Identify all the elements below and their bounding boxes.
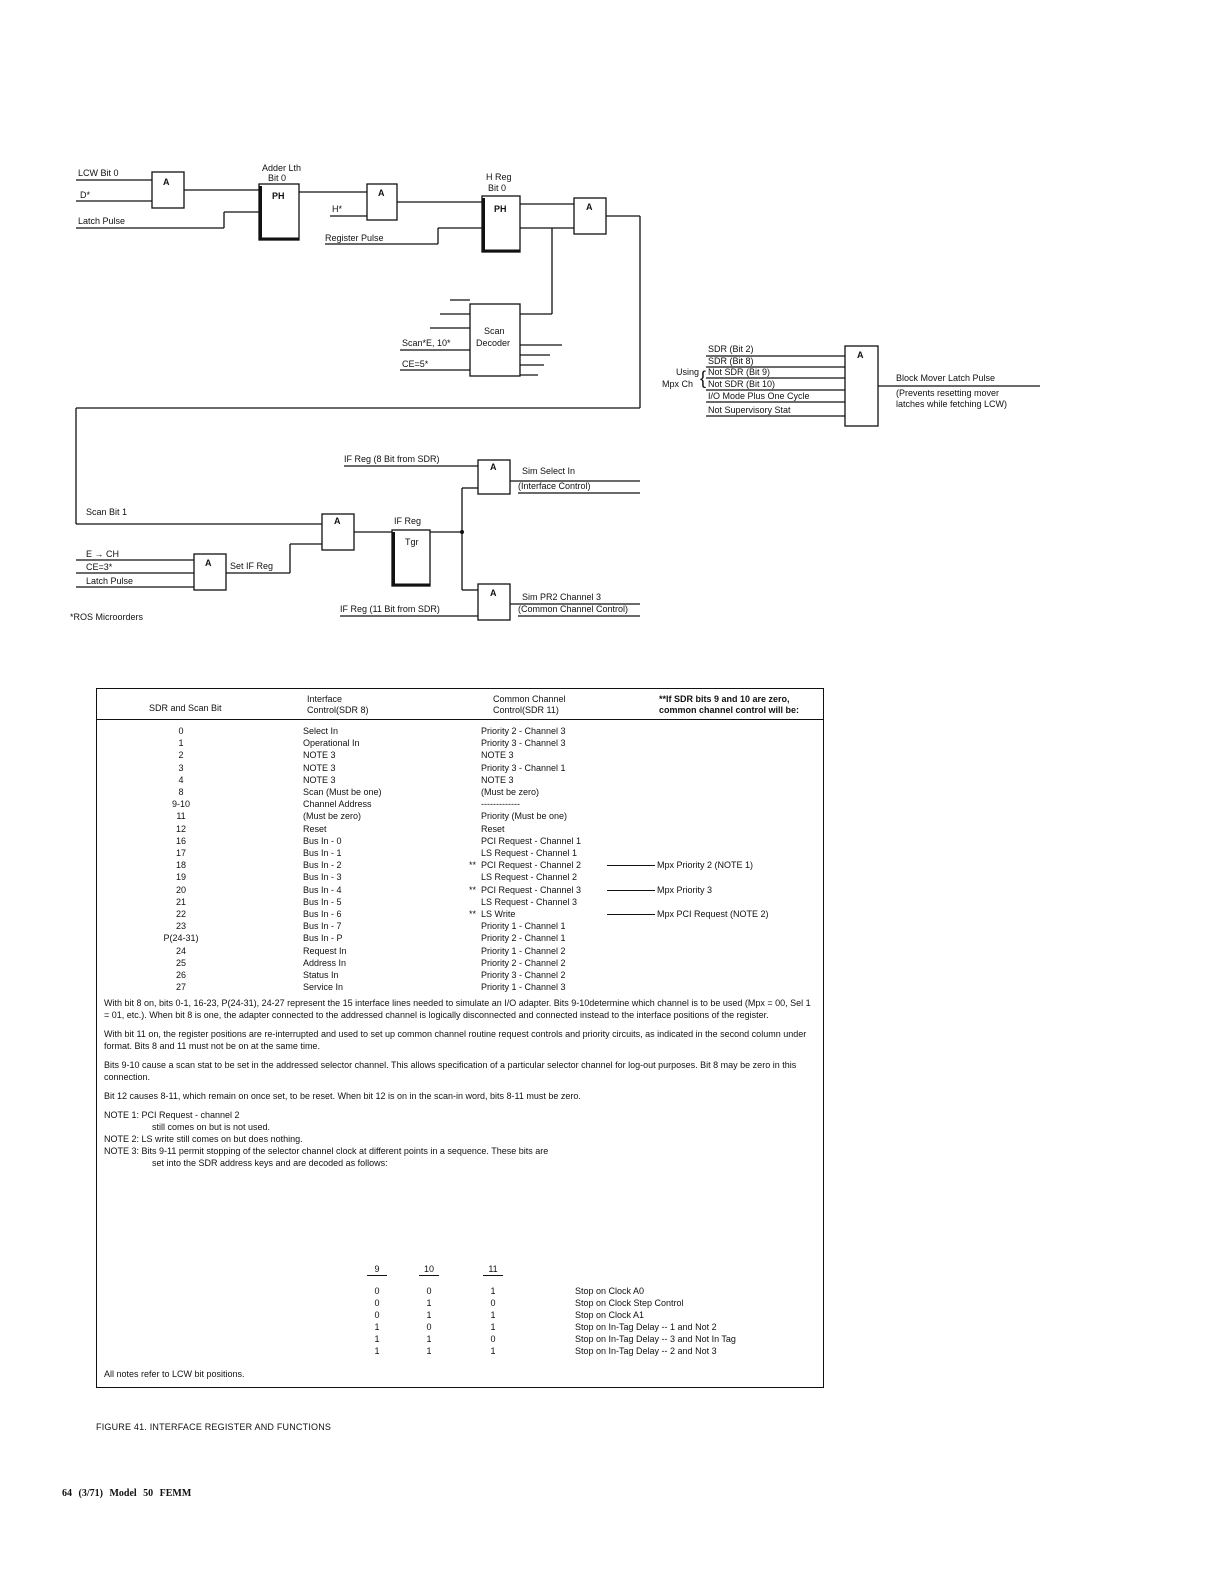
and-gate-sim-select: [478, 460, 510, 494]
cell-interface: (Must be zero): [303, 811, 362, 822]
page-footer: 64 (3/71) Model 50 FEMM: [62, 1488, 192, 1499]
svg-text:Scan: Scan: [484, 326, 505, 336]
cell-common-text: LS Request - Channel 2: [481, 872, 578, 883]
header-common-channel-sub: Control(SDR 11): [493, 705, 559, 715]
table-row: [97, 945, 823, 957]
decode-value: 0: [426, 1286, 432, 1296]
cell-interface: Bus In - 0: [303, 835, 342, 846]
cell-common-text: PCI Request - Channel 3: [481, 884, 582, 895]
cell-common: [481, 981, 566, 993]
cell-interface: Bus In - 7: [303, 921, 342, 932]
cell-bit: 11: [176, 811, 186, 822]
header-interface-sub: Control(SDR 8): [307, 705, 369, 715]
table-row: [97, 786, 823, 798]
label-mpx-ch: Mpx Ch: [662, 379, 694, 389]
label-prevents-1: (Prevents resetting mover: [896, 388, 1000, 398]
cell-common-text: (Must be zero): [481, 787, 540, 797]
cell-common: [481, 786, 539, 798]
label-interface-control: (Interface Control): [518, 481, 591, 491]
table-row: [97, 774, 823, 786]
cell-common-text: Priority 3 - Channel 2: [481, 970, 566, 980]
cell-common-text: Priority (Must be one): [481, 811, 568, 822]
cell-common: [469, 908, 516, 920]
double-asterisk: **: [469, 909, 477, 919]
label-h-reg: H Reg: [486, 172, 512, 182]
svg-text:A: A: [586, 202, 593, 212]
cell-common-text: Priority 2 - Channel 2: [481, 957, 566, 968]
decode-value: 1: [490, 1322, 496, 1332]
table-header: [97, 689, 823, 720]
cell-interface: Bus In - P: [303, 933, 343, 944]
cell-common: [481, 847, 577, 859]
label-if-reg: IF Reg: [394, 516, 422, 526]
header-note: **If SDR bits 9 and 10 are zero,: [659, 694, 790, 704]
cell-interface: Bus In - 3: [303, 872, 342, 883]
cell-common-text: Priority 1 - Channel 3: [481, 982, 566, 993]
cell-common-text: PCI Request - Channel 1: [481, 835, 582, 846]
decode-value: 0: [374, 1298, 380, 1308]
cell-bit: 18: [175, 860, 186, 871]
label-scan-e-10: Scan*E, 10*: [402, 338, 451, 348]
cell-common: [481, 823, 505, 835]
cell-mpx: Mpx PCI Request (NOTE 2): [657, 909, 769, 919]
and-gate-set-if-reg: [194, 554, 226, 590]
table-notes: [104, 997, 814, 1169]
cell-bit: 24: [175, 945, 186, 956]
label-adder-bit0: Bit 0: [268, 173, 287, 183]
cell-common-text: Priority 2 - Channel 3: [481, 726, 566, 736]
cell-mpx: Mpx Priority 3: [657, 884, 713, 895]
label-ros-note: *ROS Microorders: [70, 612, 144, 622]
note-paragraph-2: With bit 11 on, the register positions are re-interrupted and used to set up common channel routine request controls and priority circuits, as indicated in the second column under format. Bits 8 and 11 must not be on at the same time.: [104, 1029, 807, 1051]
note-paragraph-3: Bits 9-10 cause a scan stat to be set in the addressed selector channel. This allows specification of a particular selector channel for log-out purposes. Bit 8 may be zero in this connection.: [104, 1060, 797, 1082]
cell-common-text: NOTE 3: [481, 774, 514, 785]
svg-text:Tgr: Tgr: [405, 537, 419, 547]
svg-text:A: A: [205, 558, 212, 568]
cell-interface: NOTE 3: [303, 762, 336, 773]
label-h-reg-bit0: Bit 0: [488, 183, 507, 193]
cell-common-text: LS Request - Channel 3: [481, 896, 578, 907]
decode-description: Stop on Clock Step Control: [575, 1298, 684, 1308]
note-3-cont: set into the SDR address keys and are decoded as follows:: [152, 1158, 388, 1168]
decode-value: 1: [490, 1346, 496, 1356]
label-e-to-ch: E → CH: [86, 549, 120, 559]
cell-mpx: Mpx Priority 2 (NOTE 1): [657, 860, 754, 871]
label-latch-pulse: Latch Pulse: [78, 216, 126, 226]
cell-common: [481, 798, 520, 810]
decode-header: 9: [367, 1263, 387, 1276]
cell-bit: 27: [175, 982, 186, 993]
cell-interface: Bus In - 6: [303, 909, 342, 919]
table-row: [97, 847, 823, 859]
and-gate-block-mover: [845, 346, 878, 426]
svg-text:A: A: [490, 588, 497, 598]
table-row: [97, 725, 823, 737]
svg-text:A: A: [334, 516, 341, 526]
decode-description: Stop on Clock A0: [575, 1286, 645, 1296]
cell-interface: Select In: [303, 726, 339, 736]
label-sim-select-in: Sim Select In: [522, 466, 576, 476]
table-row: [97, 957, 823, 969]
cell-interface: Bus In - 5: [303, 896, 342, 907]
label-io-mode: I/O Mode Plus One Cycle: [708, 391, 810, 401]
label-set-if-reg: Set IF Reg: [230, 561, 274, 571]
cell-interface: Request In: [303, 945, 347, 956]
note-1: NOTE 1: PCI Request - channel 2: [104, 1110, 240, 1120]
if-reg-tgr-block: [392, 530, 430, 586]
cell-common-text: Priority 1 - Channel 2: [481, 945, 566, 956]
cell-common: [481, 969, 566, 981]
cell-bit: 3: [178, 762, 184, 773]
svg-text:PH: PH: [494, 204, 507, 214]
table-row: [97, 908, 823, 920]
table-row: [97, 932, 823, 944]
cell-bit: 4: [178, 774, 184, 785]
cell-bit: 17: [175, 848, 186, 858]
cell-interface: Operational In: [303, 738, 360, 749]
label-register-pulse: Register Pulse: [325, 233, 384, 243]
brace: {: [700, 368, 707, 388]
decode-value: 1: [374, 1334, 380, 1344]
label-h-star: H*: [332, 204, 343, 214]
label-sim-pr2: Sim PR2 Channel 3: [522, 592, 602, 602]
note-3: NOTE 3: Bits 9-11 permit stopping of the selector channel clock at different points in a sequence. These bits are: [104, 1146, 549, 1156]
cell-bit: 22: [175, 909, 186, 919]
table-row: [97, 823, 823, 835]
cell-common: [469, 859, 582, 871]
decode-value: 0: [426, 1322, 432, 1332]
cell-interface: NOTE 3: [303, 750, 336, 761]
cell-bit: 16: [175, 835, 186, 846]
header-note-sub: common channel control will be:: [659, 705, 800, 715]
decode-value: 1: [374, 1346, 380, 1356]
table-row: [97, 920, 823, 932]
label-sdr-bit8: SDR (Bit 8): [708, 356, 754, 366]
note-paragraph-1: With bit 8 on, bits 0-1, 16-23, P(24-31), 24-27 represent the 15 interface lines needed to simulate an I/O adapter. Bits 9-10determine which channel is to be used (Mpx = 00, Sel 1 = 01, etc.). When bit 8 is one, the adapter connected to the addressed channel is logically disconnected and connected instead to the interface positions of the register.: [104, 998, 811, 1020]
decode-table: [97, 1263, 823, 1363]
cell-common: [481, 835, 581, 847]
decode-value: 0: [490, 1298, 496, 1308]
table-row: [97, 871, 823, 883]
header-common-channel: Common Channel: [493, 694, 566, 704]
cell-common-text: PCI Request - Channel 2: [481, 860, 582, 871]
cell-bit: 19: [175, 872, 186, 883]
cell-common-text: Priority 3 - Channel 1: [481, 762, 566, 773]
cell-common: [481, 749, 514, 761]
cell-bit: 8: [178, 787, 184, 797]
cell-interface: Scan (Must be one): [303, 787, 382, 797]
scan-decoder-block: [470, 304, 520, 376]
double-asterisk: **: [469, 860, 477, 871]
label-ce-5: CE=5*: [402, 359, 429, 369]
decode-value: 0: [490, 1334, 496, 1344]
cell-common-text: Priority 1 - Channel 1: [481, 921, 566, 932]
cell-interface: Service In: [303, 982, 344, 993]
cell-common: [481, 896, 577, 908]
note-paragraph-4: Bit 12 causes 8-11, which remain on once set, to be reset. When bit 12 is on in the scan-in word, bits 8-11 must be zero.: [104, 1091, 581, 1101]
cell-bit: 21: [175, 896, 186, 907]
and-gate-3: [574, 198, 606, 234]
all-notes-line: All notes refer to LCW bit positions.: [104, 1369, 245, 1379]
table-row: [97, 896, 823, 908]
svg-text:A: A: [857, 350, 864, 360]
diagram-wires: [76, 180, 1040, 616]
cell-bit: 2: [178, 750, 184, 761]
table-row: [97, 884, 823, 896]
label-block-mover: Block Mover Latch Pulse: [896, 373, 996, 383]
label-using: Using: [676, 367, 700, 377]
decode-description: Stop on In-Tag Delay -- 1 and Not 2: [575, 1322, 717, 1332]
decode-value: 1: [426, 1298, 432, 1308]
label-if-reg-11: IF Reg (11 Bit from SDR): [340, 604, 440, 614]
decode-value: 1: [426, 1346, 432, 1356]
cell-bit: 23: [175, 921, 186, 932]
cell-bit: P(24-31): [163, 933, 199, 944]
connector-line: [607, 914, 655, 915]
label-adder-lth: Adder Lth: [262, 163, 302, 173]
label-not-sdr-bit10: Not SDR (Bit 10): [708, 379, 776, 389]
cell-bit: 12: [175, 823, 186, 834]
note-1-cont: still comes on but is not used.: [152, 1122, 271, 1132]
table-row: [97, 859, 823, 871]
svg-text:A: A: [378, 188, 385, 198]
adder-lth-ph-block: [259, 184, 299, 240]
cell-interface: Address In: [303, 957, 347, 968]
decode-value: 1: [374, 1322, 380, 1332]
cell-common-text: Priority 3 - Channel 3: [481, 738, 566, 749]
svg-text:PH: PH: [272, 191, 285, 201]
label-lcw-bit0: LCW Bit 0: [78, 168, 119, 178]
cell-common: [481, 920, 566, 932]
cell-common: [481, 871, 577, 883]
cell-common-text: LS Write: [481, 909, 516, 919]
and-gate-sim-pr2: [478, 584, 510, 620]
cell-common: [481, 774, 514, 786]
table-row: [97, 798, 823, 810]
label-not-supervisory: Not Supervisory Stat: [708, 405, 791, 415]
svg-text:A: A: [163, 177, 170, 187]
cell-common: [481, 810, 567, 822]
cell-interface: Bus In - 1: [303, 848, 342, 858]
decode-description: Stop on In-Tag Delay -- 2 and Not 3: [575, 1346, 717, 1356]
cell-interface: Bus In - 4: [303, 884, 342, 895]
connector-line: [607, 865, 655, 866]
label-scan-bit1: Scan Bit 1: [86, 507, 128, 517]
connector-line: [607, 890, 655, 891]
table-row: [97, 835, 823, 847]
cell-bit: 0: [178, 726, 184, 736]
decode-header: 10: [419, 1263, 439, 1276]
cell-interface: Channel Address: [303, 799, 372, 810]
decode-value: 1: [490, 1310, 496, 1320]
decode-value: 0: [374, 1310, 380, 1320]
cell-interface: Reset: [303, 823, 327, 834]
cell-interface: NOTE 3: [303, 774, 336, 785]
table-row: [97, 969, 823, 981]
cell-bit: 25: [175, 957, 186, 968]
label-sdr-bit2: SDR (Bit 2): [708, 344, 754, 354]
and-gate-scan-bit: [322, 514, 354, 550]
decode-value: 0: [374, 1286, 380, 1296]
cell-common: [469, 884, 582, 896]
table-row: [97, 737, 823, 749]
cell-common: [481, 725, 566, 737]
table-row: [97, 749, 823, 761]
logic-diagram: [0, 0, 1224, 660]
cell-interface: Bus In - 2: [303, 860, 342, 871]
cell-bit: 1: [178, 738, 184, 749]
svg-text:Decoder: Decoder: [476, 338, 511, 348]
and-gate-1: [152, 172, 184, 208]
cell-common: [481, 762, 566, 774]
cell-bit: 9-10: [171, 799, 190, 810]
cell-common-text: Reset: [481, 823, 505, 834]
figure-caption: FIGURE 41. INTERFACE REGISTER AND FUNCTIONS: [96, 1422, 332, 1432]
decode-value: 1: [490, 1286, 496, 1296]
label-ce-3: CE=3*: [86, 562, 113, 572]
h-reg-ph-block: [482, 196, 520, 252]
cell-common: [481, 932, 566, 944]
header-sdr-scan-bit: SDR and Scan Bit: [149, 703, 222, 713]
junction-dot: [460, 530, 464, 534]
cell-common-text: NOTE 3: [481, 750, 514, 761]
decode-header: 11: [483, 1263, 503, 1276]
decode-description: Stop on In-Tag Delay -- 3 and Not In Tag: [575, 1334, 736, 1344]
label-prevents-2: latches while fetching LCW): [896, 399, 1008, 409]
label-common-channel-control: (Common Channel Control): [518, 604, 629, 614]
label-latch-pulse-2: Latch Pulse: [86, 576, 134, 586]
cell-common-text: Priority 2 - Channel 1: [481, 933, 566, 944]
svg-text:A: A: [490, 462, 497, 472]
cell-bit: 26: [175, 970, 186, 980]
cell-common-text: -------------: [481, 799, 520, 810]
cell-common: [481, 957, 566, 969]
decode-value: 1: [426, 1310, 432, 1320]
table-row: [97, 981, 823, 993]
function-table: [96, 688, 824, 1388]
table-row: [97, 810, 823, 822]
decode-description: Stop on Clock A1: [575, 1310, 645, 1320]
cell-interface: Status In: [303, 970, 339, 980]
label-d-star: D*: [80, 190, 91, 200]
header-interface: Interface: [307, 694, 343, 704]
and-gate-2: [367, 184, 397, 220]
label-if-reg-8: IF Reg (8 Bit from SDR): [344, 454, 440, 464]
note-2: NOTE 2: LS write still comes on but does nothing.: [104, 1134, 303, 1144]
decode-value: 1: [426, 1334, 432, 1344]
double-asterisk: **: [469, 884, 477, 895]
cell-bit: 20: [175, 884, 186, 895]
cell-common: [481, 737, 566, 749]
label-not-sdr-bit9: Not SDR (Bit 9): [708, 367, 771, 377]
table-row: [97, 762, 823, 774]
cell-common: [481, 945, 566, 957]
cell-common-text: LS Request - Channel 1: [481, 848, 578, 858]
